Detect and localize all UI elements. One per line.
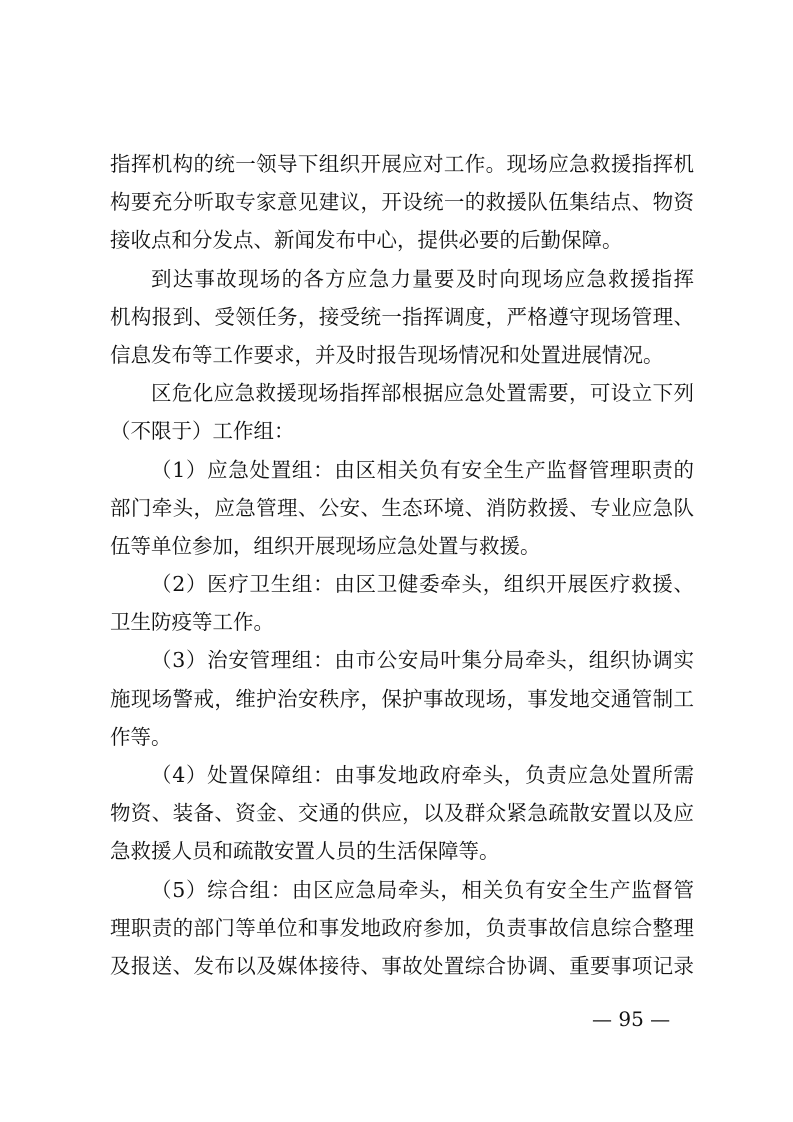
text-line: 伍等单位参加，组织开展现场应急处置与救援。	[110, 533, 541, 558]
text-line: 理职责的部门等单位和事发地政府参加，负责事故信息综合整理	[110, 915, 694, 940]
text-line: 部门牵头，应急管理、公安、生态环境、消防救援、专业应急队	[110, 495, 694, 520]
body-text	[110, 145, 694, 985]
text-line: 作等。	[110, 724, 172, 749]
text-line: 卫生防疫等工作。	[110, 610, 274, 635]
text-line: 到达事故现场的各方应急力量要及时向现场应急救援指挥	[151, 266, 694, 291]
text-line: （2）医疗卫生组：由区卫健委牵头，组织开展医疗救援、	[151, 572, 694, 597]
text-line: （4）处置保障组：由事发地政府牵头，负责应急处置所需	[151, 763, 694, 787]
text-line: 区危化应急救援现场指挥部根据应急处置需要，可设立下列	[151, 381, 694, 406]
text-line: 机构报到、受领任务，接受统一指挥调度，严格遵守现场管理、	[110, 304, 694, 329]
page-number: — 95 —	[592, 1007, 671, 1031]
text-line: 接收点和分发点、新闻发布中心，提供必要的后勤保障。	[110, 228, 623, 253]
text-line: 施现场警戒，维护治安秩序，保护事故现场，事发地交通管制工	[110, 686, 694, 711]
text-line: 物资、装备、资金、交通的供应，以及群众紧急疏散安置以及应	[110, 801, 694, 826]
text-line: 构要充分听取专家意见建议，开设统一的救援队伍集结点、物资	[110, 190, 694, 215]
text-line: 信息发布等工作要求，并及时报告现场情况和处置进展情况。	[110, 342, 664, 367]
text-line: 指挥机构的统一领导下组织开展应对工作。现场应急救援指挥机	[110, 152, 694, 176]
text-line: （3）治安管理组：由市公安局叶集分局牵头，组织协调实	[151, 648, 694, 673]
text-line: 急救援人员和疏散安置人员的生活保障等。	[110, 839, 500, 864]
text-line: （5）综合组：由区应急局牵头，相关负有安全生产监督管	[151, 877, 694, 902]
text-line: （不限于）工作组：	[110, 419, 295, 444]
text-line: 及报送、发布以及媒体接待、事故处置综合协调、重要事项记录	[110, 953, 694, 978]
text-line: （1）应急处置组：由区相关负有安全生产监督管理职责的	[151, 457, 694, 482]
